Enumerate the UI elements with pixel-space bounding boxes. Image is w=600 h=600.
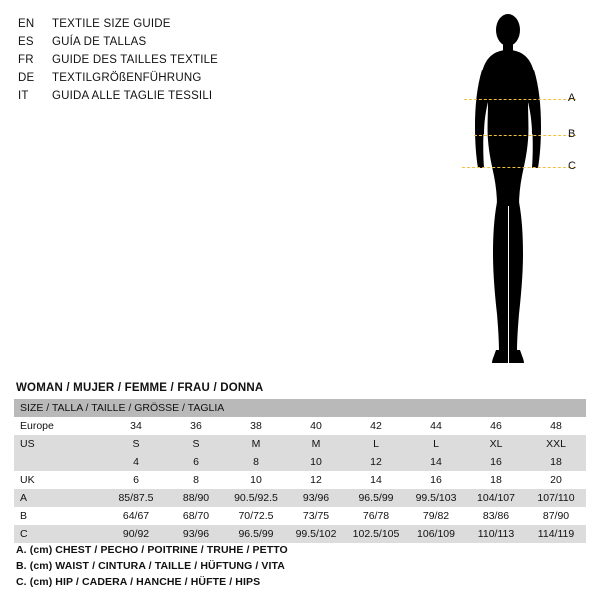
size-table-area xyxy=(14,382,586,543)
measure-label-c: C xyxy=(568,160,576,172)
measure-line-b xyxy=(474,135,576,136)
table-cell: 99.5/102 xyxy=(286,525,346,543)
legend-row xyxy=(18,16,318,33)
table-cell: 6 xyxy=(166,453,226,471)
row-label: A xyxy=(14,489,106,507)
legend-language-text: GUIDE DES TAILLES TEXTILE xyxy=(52,54,219,66)
legend-row xyxy=(18,88,318,105)
table-cell: 90.5/92.5 xyxy=(226,489,286,507)
measurement-footnotes xyxy=(16,542,576,590)
table-cell: M xyxy=(286,435,346,453)
table-cell: XXL xyxy=(526,435,586,453)
footnote-b: B. (cm) WAIST / CINTURA / TAILLE / HÜFTUNG / VITA xyxy=(16,560,285,572)
table-cell: 102.5/105 xyxy=(346,525,406,543)
table-cell: 46 xyxy=(466,417,526,435)
measure-line-c xyxy=(462,167,576,168)
table-cell: 18 xyxy=(526,453,586,471)
legend-language-code: ES xyxy=(18,36,34,48)
size-table xyxy=(14,399,586,543)
table-cell: 44 xyxy=(406,417,466,435)
female-silhouette-icon xyxy=(430,10,590,370)
table-cell: 18 xyxy=(466,471,526,489)
legend-language-text: TEXTILGRÖßENFÜHRUNG xyxy=(52,72,202,84)
table-cell: 68/70 xyxy=(166,507,226,525)
row-label: C xyxy=(14,525,106,543)
table-row xyxy=(14,453,586,471)
table-cell: 88/90 xyxy=(166,489,226,507)
table-cell: XL xyxy=(466,435,526,453)
table-cell: 79/82 xyxy=(406,507,466,525)
table-cell: 14 xyxy=(406,453,466,471)
table-cell: 64/67 xyxy=(106,507,166,525)
table-cell: 87/90 xyxy=(526,507,586,525)
table-header-label: SIZE / TALLA / TAILLE / GRÖSSE / TAGLIA xyxy=(14,399,586,417)
table-cell: 42 xyxy=(346,417,406,435)
language-legend xyxy=(18,16,318,106)
row-label xyxy=(14,453,106,471)
table-cell: 107/110 xyxy=(526,489,586,507)
table-cell: L xyxy=(346,435,406,453)
table-cell: 48 xyxy=(526,417,586,435)
table-cell: 99.5/103 xyxy=(406,489,466,507)
legend-language-code: EN xyxy=(18,18,35,30)
table-cell: 110/113 xyxy=(466,525,526,543)
table-cell: 96.5/99 xyxy=(226,525,286,543)
table-cell: M xyxy=(226,435,286,453)
row-label: UK xyxy=(14,471,106,489)
table-cell: 16 xyxy=(466,453,526,471)
table-cell: 12 xyxy=(286,471,346,489)
table-cell: 104/107 xyxy=(466,489,526,507)
table-cell: 93/96 xyxy=(166,525,226,543)
table-cell: 73/75 xyxy=(286,507,346,525)
legend-language-text: GUÍA DE TALLAS xyxy=(52,36,147,48)
measure-label-b: B xyxy=(568,128,576,140)
measure-label-a: A xyxy=(568,92,576,104)
table-row xyxy=(14,471,586,489)
legend-language-text: TEXTILE SIZE GUIDE xyxy=(52,18,171,30)
table-cell: L xyxy=(406,435,466,453)
legend-language-code: DE xyxy=(18,72,35,84)
table-row xyxy=(14,525,586,543)
table-row xyxy=(14,417,586,435)
body-figure xyxy=(430,10,590,370)
table-cell: 70/72.5 xyxy=(226,507,286,525)
table-cell: 36 xyxy=(166,417,226,435)
table-cell: 4 xyxy=(106,453,166,471)
row-label: Europe xyxy=(14,417,106,435)
table-cell: 10 xyxy=(286,453,346,471)
legend-language-code: IT xyxy=(18,90,29,102)
table-cell: 10 xyxy=(226,471,286,489)
table-cell: 106/109 xyxy=(406,525,466,543)
table-row xyxy=(14,435,586,453)
measure-line-a xyxy=(464,99,576,100)
legend-row xyxy=(18,70,318,87)
table-cell: 16 xyxy=(406,471,466,489)
row-label: B xyxy=(14,507,106,525)
table-cell: 14 xyxy=(346,471,406,489)
table-header-row xyxy=(14,399,586,417)
table-row xyxy=(14,489,586,507)
table-cell: 85/87.5 xyxy=(106,489,166,507)
legend-language-code: FR xyxy=(18,54,34,66)
legend-row xyxy=(18,52,318,69)
table-cell: 38 xyxy=(226,417,286,435)
table-cell: 6 xyxy=(106,471,166,489)
footnote-c: C. (cm) HIP / CADERA / HANCHE / HÜFTE / HIPS xyxy=(16,576,261,588)
table-cell: 40 xyxy=(286,417,346,435)
table-cell: 8 xyxy=(226,453,286,471)
table-cell: 96.5/99 xyxy=(346,489,406,507)
row-label: US xyxy=(14,435,106,453)
table-cell: 76/78 xyxy=(346,507,406,525)
table-cell: S xyxy=(106,435,166,453)
footnote-a: A. (cm) CHEST / PECHO / POITRINE / TRUHE / PETTO xyxy=(16,544,288,556)
table-cell: 83/86 xyxy=(466,507,526,525)
legend-language-text: GUIDA ALLE TAGLIE TESSILI xyxy=(52,90,213,102)
gender-title: WOMAN / MUJER / FEMME / FRAU / DONNA xyxy=(16,382,264,394)
table-cell: 114/119 xyxy=(526,525,586,543)
legend-row xyxy=(18,34,318,51)
table-cell: 93/96 xyxy=(286,489,346,507)
table-cell: 90/92 xyxy=(106,525,166,543)
table-cell: 8 xyxy=(166,471,226,489)
table-cell: S xyxy=(166,435,226,453)
table-cell: 12 xyxy=(346,453,406,471)
table-cell: 34 xyxy=(106,417,166,435)
table-cell: 20 xyxy=(526,471,586,489)
table-row xyxy=(14,507,586,525)
